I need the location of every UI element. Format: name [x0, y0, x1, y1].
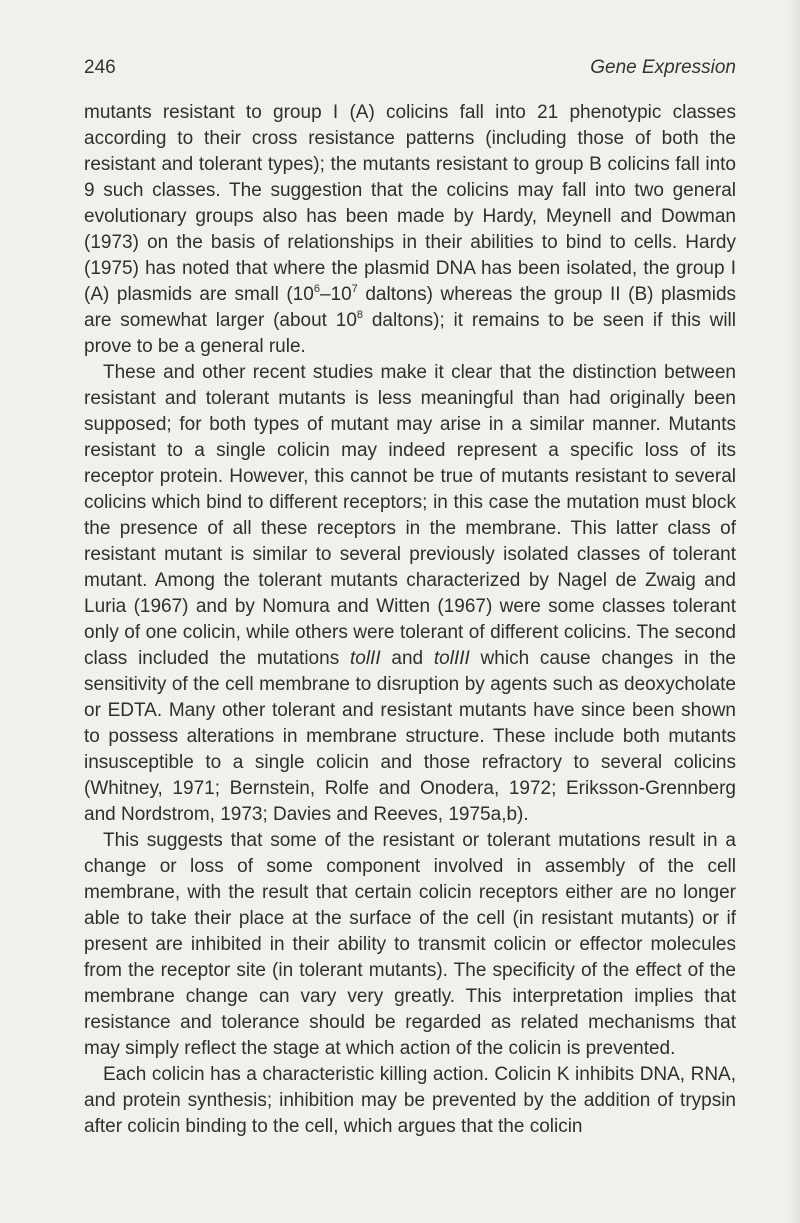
- exponent: 8: [356, 308, 364, 321]
- exponent: 7: [351, 282, 358, 295]
- paragraph-2-text-c: which cause changes in the sensitivity of the cell membrane to disruption by agents such as deoxycholate or EDTA. Many other tolerant and resistant mutants have since been shown to possess alterations in membrane structure. These include both mutants insusceptible to a single colicin and those refractory to several colicins (Whitney, 1971; Bernstein, Rolfe and Onodera, 1972; Eriksson-Grennberg and Nordstrom, 1973; Davies and Reeves, 1975a,b).: [84, 648, 736, 825]
- paragraph-4: Each colicin has a characteristic killing action. Colicin K inhibits DNA, RNA, and protein synthesis; inhibition may be prevented by the addition of trypsin after colicin binding to the cell, which argues that the colicin: [84, 1064, 736, 1137]
- gene-name-tolII: tolII: [349, 648, 381, 669]
- paragraph-1-text-d: daltons); it remains to be seen if this will prove to be a general rule.: [84, 310, 736, 357]
- paragraph-2-text-a: These and other recent studies make it clear that the distinction between resistant and tolerant mutants is less meaningful than had originally been supposed; for both types of mutant may arise in a similar manner. Mutants resistant to a single colicin may indeed represent a specific loss of its receptor protein. However, this cannot be true of mutants resistant to several colicins which bind to different receptors; in this case the mutation must block the presence of all these receptors in the membrane. This latter class of resistant mutant is similar to several previously isolated classes of tolerant mutant. Among the tolerant mutants characterized by Nagel de Zwaig and Luria (1967) and by Nomura and Witten (1967) were some classes tolerant only of one colicin, while others were tolerant of different colicins. The second class included the mutations: [84, 362, 736, 669]
- paragraph-2: [84, 360, 736, 828]
- paragraph-1-text-c: daltons) whereas the group II (B) plasmids are somewhat larger (about 10: [84, 284, 737, 331]
- page-header: [84, 57, 736, 89]
- paragraph-2-text-b: and: [380, 648, 434, 669]
- exponent: 6: [313, 282, 320, 295]
- paragraph-1: [84, 100, 736, 360]
- paragraph-3: This suggests that some of the resistant or tolerant mutations result in a change or loss of some component involved in assembly of the cell membrane, with the result that certain colicin receptors either are no longer able to take their place at the surface of the cell (in resistant mutants) or if present are inhibited in their ability to transmit colicin or effector molecules from the receptor site (in tolerant mutants). The specificity of the effect of the membrane change can vary very greatly. This interpretation implies that resistance and tolerance should be regarded as related mechanisms that may simply reflect the stage at which action of the colicin is prevented.: [84, 830, 736, 1059]
- running-head: Gene Expression: [590, 57, 736, 78]
- page-number: 246: [84, 57, 116, 78]
- paragraph-1-text-b: –10: [319, 284, 352, 305]
- page-edge-shadow: [786, 0, 800, 1223]
- gene-name-tolIII: tolIII: [433, 648, 470, 669]
- paragraph-1-text-a: mutants resistant to group I (A) colicins fall into 21 phenotypic classes according to their cross resistance patterns (including those of both the resistant and tolerant types); the mutants resistant to group B colicins fall into 9 such classes. The suggestion that the colicins may fall into two general evolutionary groups also has been made by Hardy, Meynell and Dowman (1973) on the basis of relationships in their abilities to bind to cells. Hardy (1975) has noted that where the plasmid DNA has been isolated, the group I (A) plasmids are small (10: [84, 102, 736, 305]
- body-text: [84, 100, 736, 1140]
